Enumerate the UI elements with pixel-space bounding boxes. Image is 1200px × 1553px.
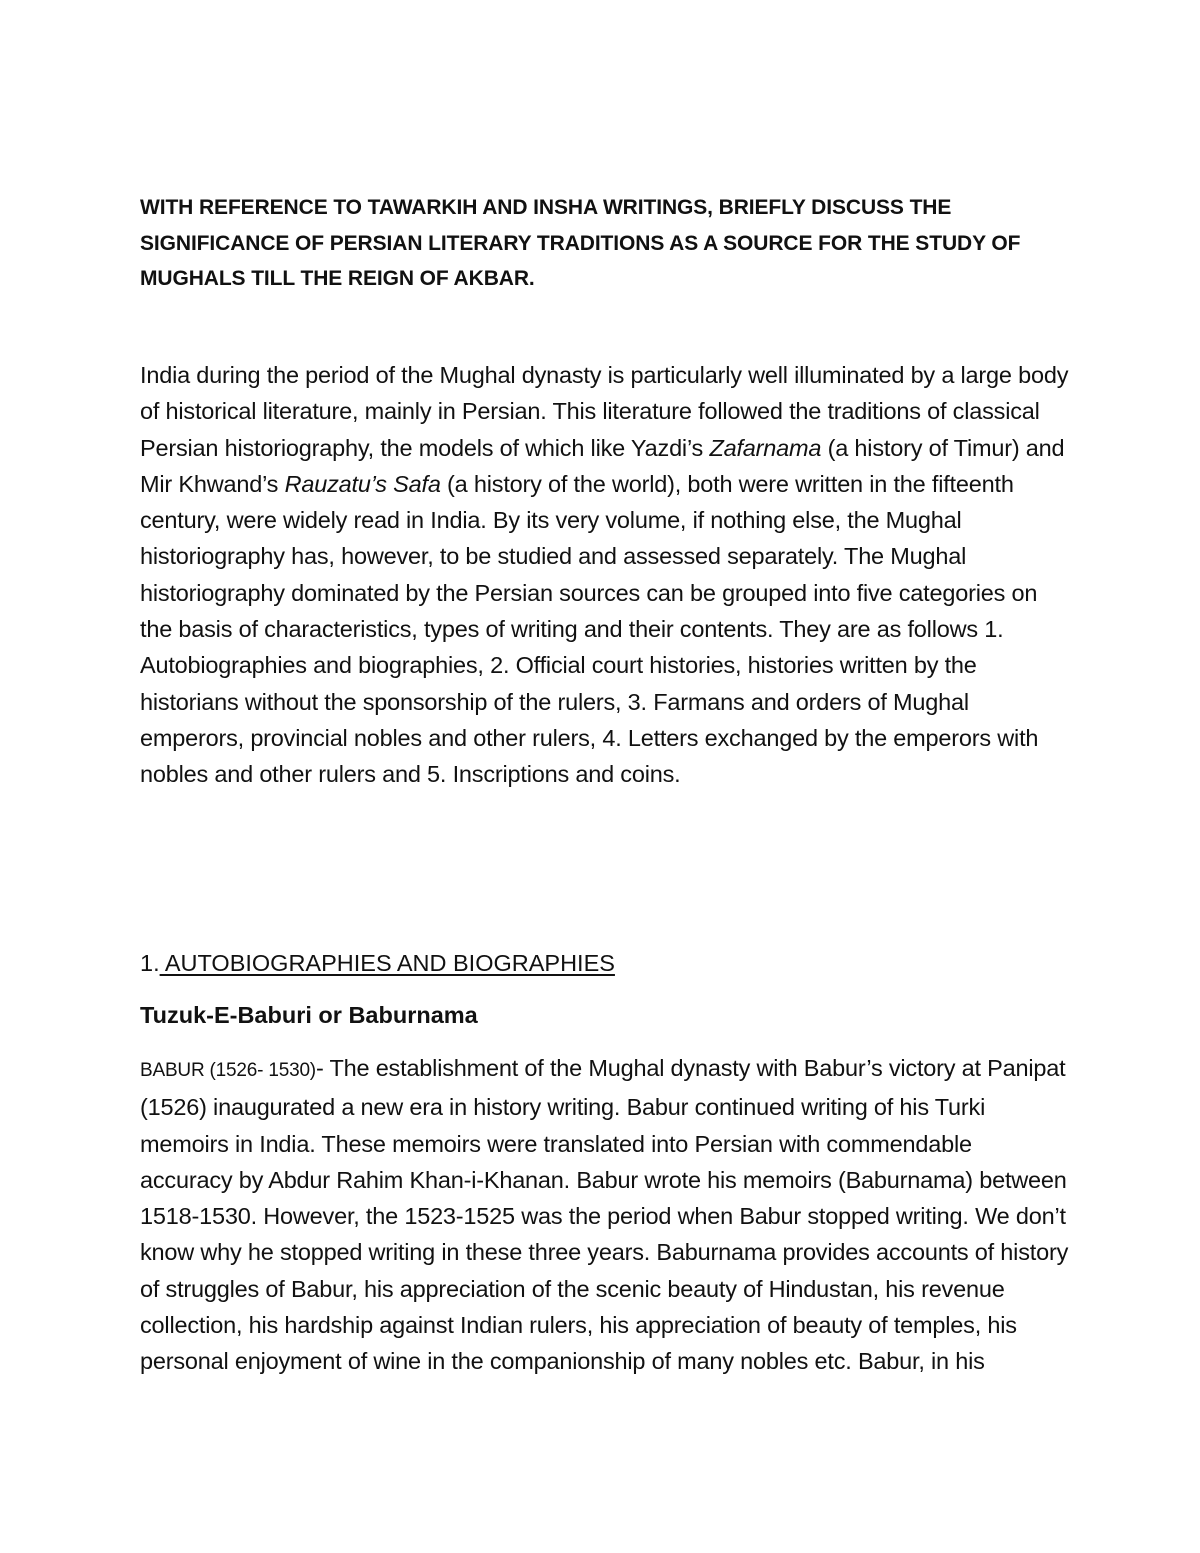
section-heading [140,945,615,981]
zafarnama-title: Zafarnama [709,434,822,461]
intro-text-part-1: India during the period of the Mughal dynasty is particularly well illuminated by a large body of historical literature, mainly in Persian. This literature followed the traditions of classical Persian historiography, the models of which like Yazdi’s [140,362,1069,461]
sub-heading: Tuzuk-E-Baburi or Baburnama [140,1002,478,1028]
babur-label: BABUR (1526- 1530) [140,1060,316,1081]
intro-paragraph [140,357,1070,793]
intro-text-part-2: (a history of Timur) and Mir Khwand’s [140,434,1065,497]
babur-paragraph [140,1050,1070,1380]
intro-text-part-3: (a history of the world), both were written in the fifteenth century, were widely read in India. By its very volume, if nothing else, the Mughal historiography has, however, to be studied and assessed separately. The Mughal historiography dominated by the Persian sources can be grouped into five categories on the basis of characteristics, types of writing and their contents. They are as follows 1. Autobiographies and biographies, 2. Official court histories, histories written by the historians without the sponsorship of the rulers, 3. Farmans and orders of Mughal emperors, provincial nobles and other rulers, 4. Letters exchanged by the emperors with nobles and other rulers and 5. Inscriptions and coins. [140,470,1039,788]
rauzatu-safa-title: Rauzatu’s Safa [284,470,441,497]
section-number: 1. [140,950,160,976]
section-heading-text: AUTOBIOGRAPHIES AND BIOGRAPHIES [159,950,615,976]
babur-text: - The establishment of the Mughal dynasty with Babur’s victory at Panipat (1526) inaugurated a new era in history writing. Babur continued writing of his Turki memoirs in India. These memoirs were translated into Persian with commendable accuracy by Abdur Rahim Khan-i-Khanan. Babur wrote his memoirs (Baburnama) between 1518-1530. However, the 1523-1525 was the period when Babur stopped writing. We don’t know why he stopped writing in these three years. Baburnama provides accounts of history of struggles of Babur, his appreciation of the scenic beauty of Hindustan, his revenue collection, his hardship against Indian rulers, his appreciation of beauty of temples, his personal enjoyment of wine in the companionship of many nobles etc. Babur, in his [140,1055,1069,1375]
document-title: WITH REFERENCE TO TAWARKIH AND INSHA WRITINGS, BRIEFLY DISCUSS THE SIGNIFICANCE OF PERSIAN LITERARY TRADITIONS AS A SOURCE FOR THE STUDY OF MUGHALS TILL THE REIGN OF AKBAR. [140,196,1021,290]
